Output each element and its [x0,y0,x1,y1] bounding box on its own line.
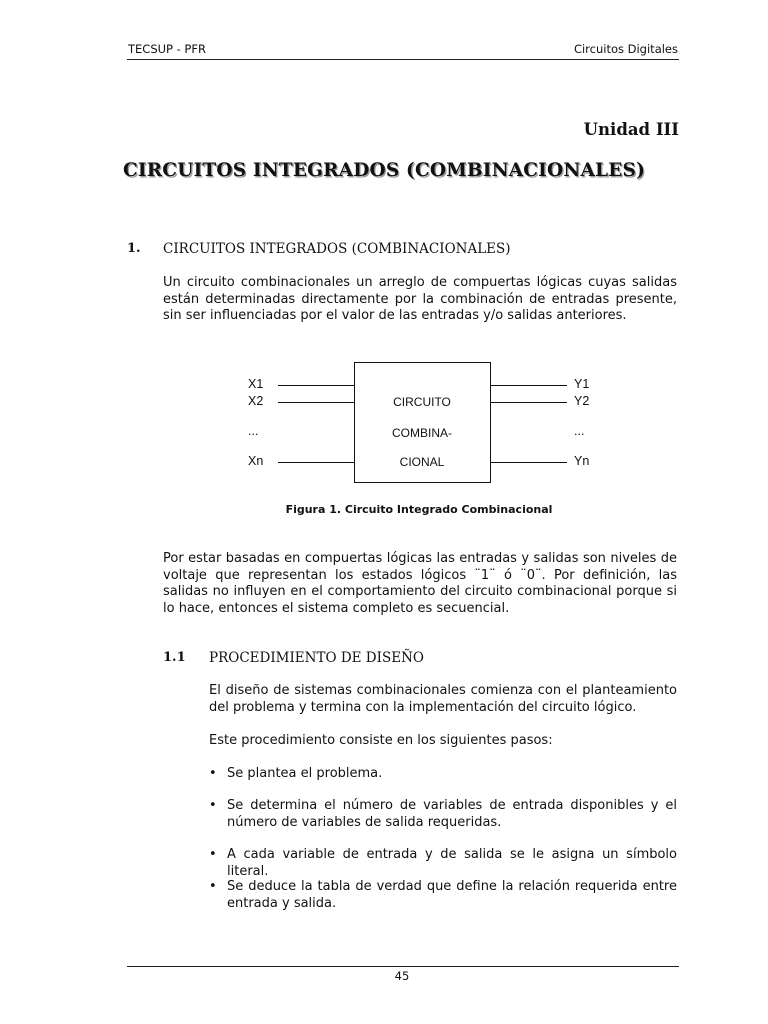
input-label-x2: X2 [248,394,264,408]
box-line-1: CIRCUITO [393,395,451,409]
section-1-1-title: PROCEDIMIENTO DE DISEÑO [209,650,424,666]
section-1-paragraph: Un circuito combinacionales un arreglo de compuertas lógicas cuyas salidas están determinadas directamente por la combinación de entradas presente, sin ser influenciadas por el valor de las entradas y/o salidas anteriores. [163,275,677,323]
list-item-text: A cada variable de entrada y de salida se le asigna un símbolo literal. [227,847,677,879]
list-item [209,879,677,912]
bullet-icon: • [209,798,217,813]
section-1-1-paragraph-1: El diseño de sistemas combinacionales comienza con el planteamiento del problema y termina con la implementación del circuito lógico. [209,683,677,715]
header-right: Circuitos Digitales [573,42,678,56]
input-label-ellipsis: ... [248,424,259,438]
output-label-y2: Y2 [574,394,590,408]
input-label-xn: Xn [248,454,264,468]
section-1-title: CIRCUITOS INTEGRADOS (COMBINACIONALES) [163,241,511,257]
list-item-text: Se determina el número de variables de entrada disponibles y el número de variables de salida requeridas. [227,798,677,830]
section-1-1-number: 1.1 [163,650,186,665]
list-item [209,847,677,880]
output-label-y1: Y1 [574,377,590,391]
bullet-icon: • [209,847,217,862]
page-number: 45 [394,969,410,983]
input-label-x1: X1 [248,377,264,391]
output-label-ellipsis: ... [574,424,585,438]
section-1-1-paragraph-2: Este procedimiento consiste en los siguientes pasos: [209,733,553,748]
figure-caption: Figura 1. Circuito Integrado Combinacional [285,503,553,516]
output-label-yn: Yn [574,454,590,468]
diagram-lines [0,0,768,500]
list-item [209,798,677,831]
list-item-text: Se plantea el problema. [227,766,383,781]
footer-rule [127,966,679,967]
paragraph-2: Por estar basadas en compuertas lógicas las entradas y salidas son niveles de voltaje que representan los estados lógicos ¨1¨ ó ¨0¨. Por definición, las salidas no influyen en el comportamiento del circuito combinacional porque si lo hace, entonces el sistema completo es secuencial. [163,551,677,616]
bullet-icon: • [209,879,217,894]
list-item-text: Se deduce la tabla de verdad que define la relación requerida entre entrada y salida. [227,879,677,911]
header-left: TECSUP - PFR [128,42,206,56]
list-item [209,766,677,783]
unit-label: Unidad III [583,120,679,139]
main-title: CIRCUITOS INTEGRADOS (COMBINACIONALES) [122,160,646,181]
section-1-number: 1. [127,241,141,256]
box-line-3: CIONAL [399,455,445,469]
bullet-icon: • [209,766,217,781]
box-line-2: COMBINA- [392,426,452,440]
